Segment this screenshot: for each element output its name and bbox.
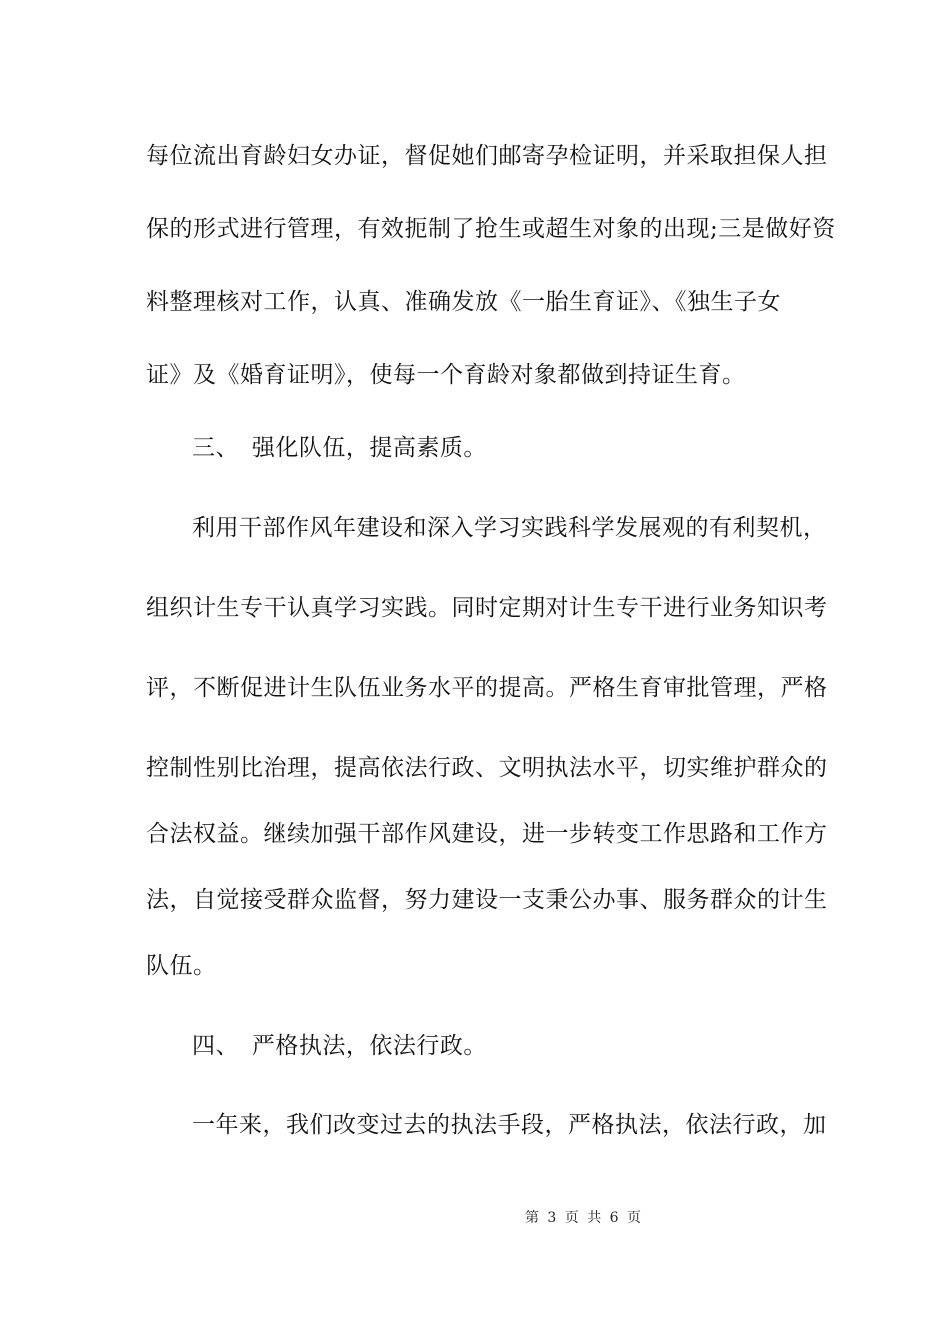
page-number-footer: 第 3 页 共 6 页 bbox=[524, 1210, 644, 1226]
paragraph-line: 评，不断促进计生队伍业务水平的提高。严格生育审批管理，严格 bbox=[146, 675, 828, 701]
paragraph-line: 每位流出育龄妇女办证，督促她们邮寄孕检证明，并采取担保人担 bbox=[146, 143, 828, 169]
section-heading-4 bbox=[192, 1031, 872, 1061]
paragraph-line: 控制性别比治理，提高依法行政、文明执法水平，切实维护群众的 bbox=[146, 755, 828, 781]
paragraph-line: 组织计生专干认真学习实践。同时定期对计生专干进行业务知识考 bbox=[146, 595, 828, 621]
paragraph-line: 利用干部作风年建设和深入学习实践科学发展观的有利契机， bbox=[192, 515, 827, 541]
paragraph-line: 法，自觉接受群众监督，努力建设一支秉公办事、服务群众的计生 bbox=[146, 887, 828, 913]
paragraph-line: 证》及《婚育证明》，使每一个育龄对象都做到持证生育。 bbox=[146, 362, 746, 388]
section-title: 严格执法，依法行政。 bbox=[251, 1033, 487, 1059]
section-heading-3 bbox=[192, 433, 872, 463]
paragraph-line: 保的形式进行管理，有效扼制了抢生或超生对象的出现;三是做好资 bbox=[146, 216, 836, 242]
section-number: 四、 bbox=[192, 1033, 239, 1059]
paragraph-line: 合法权益。继续加强干部作风建设，进一步转变工作思路和工作方 bbox=[146, 821, 828, 847]
section-number: 三、 bbox=[192, 435, 239, 461]
paragraph-line: 料整理核对工作，认真、准确发放《一胎生育证》、《独生子女 bbox=[146, 289, 781, 315]
paragraph-line: 队伍。 bbox=[146, 953, 217, 979]
paragraph-line: 一年来，我们改变过去的执法手段，严格执法，依法行政，加 bbox=[192, 1112, 827, 1138]
section-title: 强化队伍，提高素质。 bbox=[251, 435, 487, 461]
